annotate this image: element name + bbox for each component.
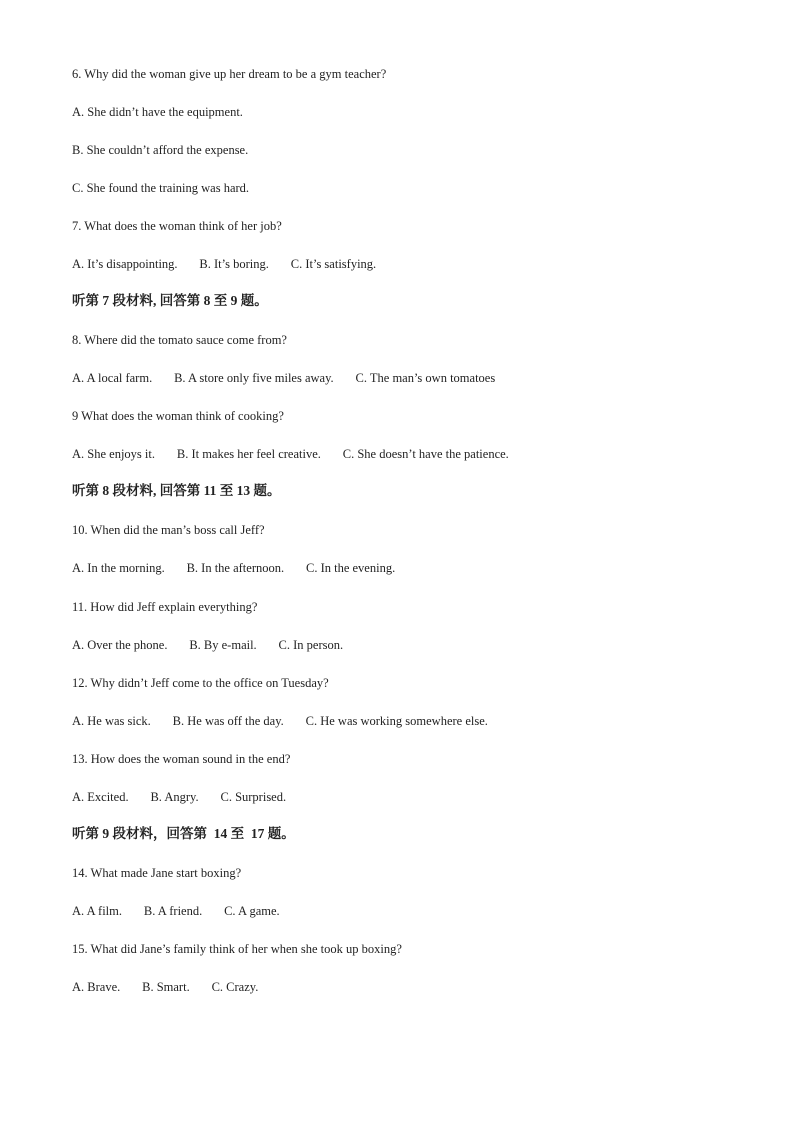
option-line: A. She didn’t have the equipment. [72,105,243,119]
option-line: A. She enjoys it. B. It makes her feel creative. C. She doesn’t have the patience. [72,447,509,461]
question-9: 9 What does the woman think of cooking? [72,409,284,423]
option-line: A. A local farm. B. A store only five miles away. C. The man’s own tomatoes [72,371,496,385]
question-6: 6. Why did the woman give up her dream to be a gym teacher? [72,67,387,81]
option-line: A. In the morning. B. In the afternoon. C. In the evening. [72,561,396,575]
option-line: A. It’s disappointing. B. It’s boring. C. It’s satisfying. [72,257,377,271]
question-10: 10. When did the man’s boss call Jeff? [72,523,265,537]
question-7: 7. What does the woman think of her job? [72,219,282,233]
option-line: A. He was sick. B. He was off the day. C. He was working somewhere else. [72,714,488,728]
option-line: A. Brave. B. Smart. C. Crazy. [72,980,259,994]
section-heading: 听第 9 段材料，回答第 14 至 17 题。 [72,826,295,841]
question-14: 14. What made Jane start boxing? [72,866,242,880]
question-12: 12. Why didn’t Jeff come to the office on Tuesday? [72,676,329,690]
question-15: 15. What did Jane’s family think of her when she took up boxing? [72,942,402,956]
option-line: A. Excited. B. Angry. C. Surprised. [72,790,287,804]
option-line: C. She found the training was hard. [72,181,250,195]
option-line: B. She couldn’t afford the expense. [72,143,249,157]
question-8: 8. Where did the tomato sauce come from? [72,333,287,347]
question-13: 13. How does the woman sound in the end? [72,752,291,766]
section-heading: 听第 8 段材料, 回答第 11 至 13 题。 [72,483,281,498]
option-line: A. A film. B. A friend. C. A game. [72,904,280,918]
option-line: A. Over the phone. B. By e-mail. C. In person. [72,638,344,652]
question-11: 11. How did Jeff explain everything? [72,600,258,614]
section-heading: 听第 7 段材料, 回答第 8 至 9 题。 [72,293,268,308]
